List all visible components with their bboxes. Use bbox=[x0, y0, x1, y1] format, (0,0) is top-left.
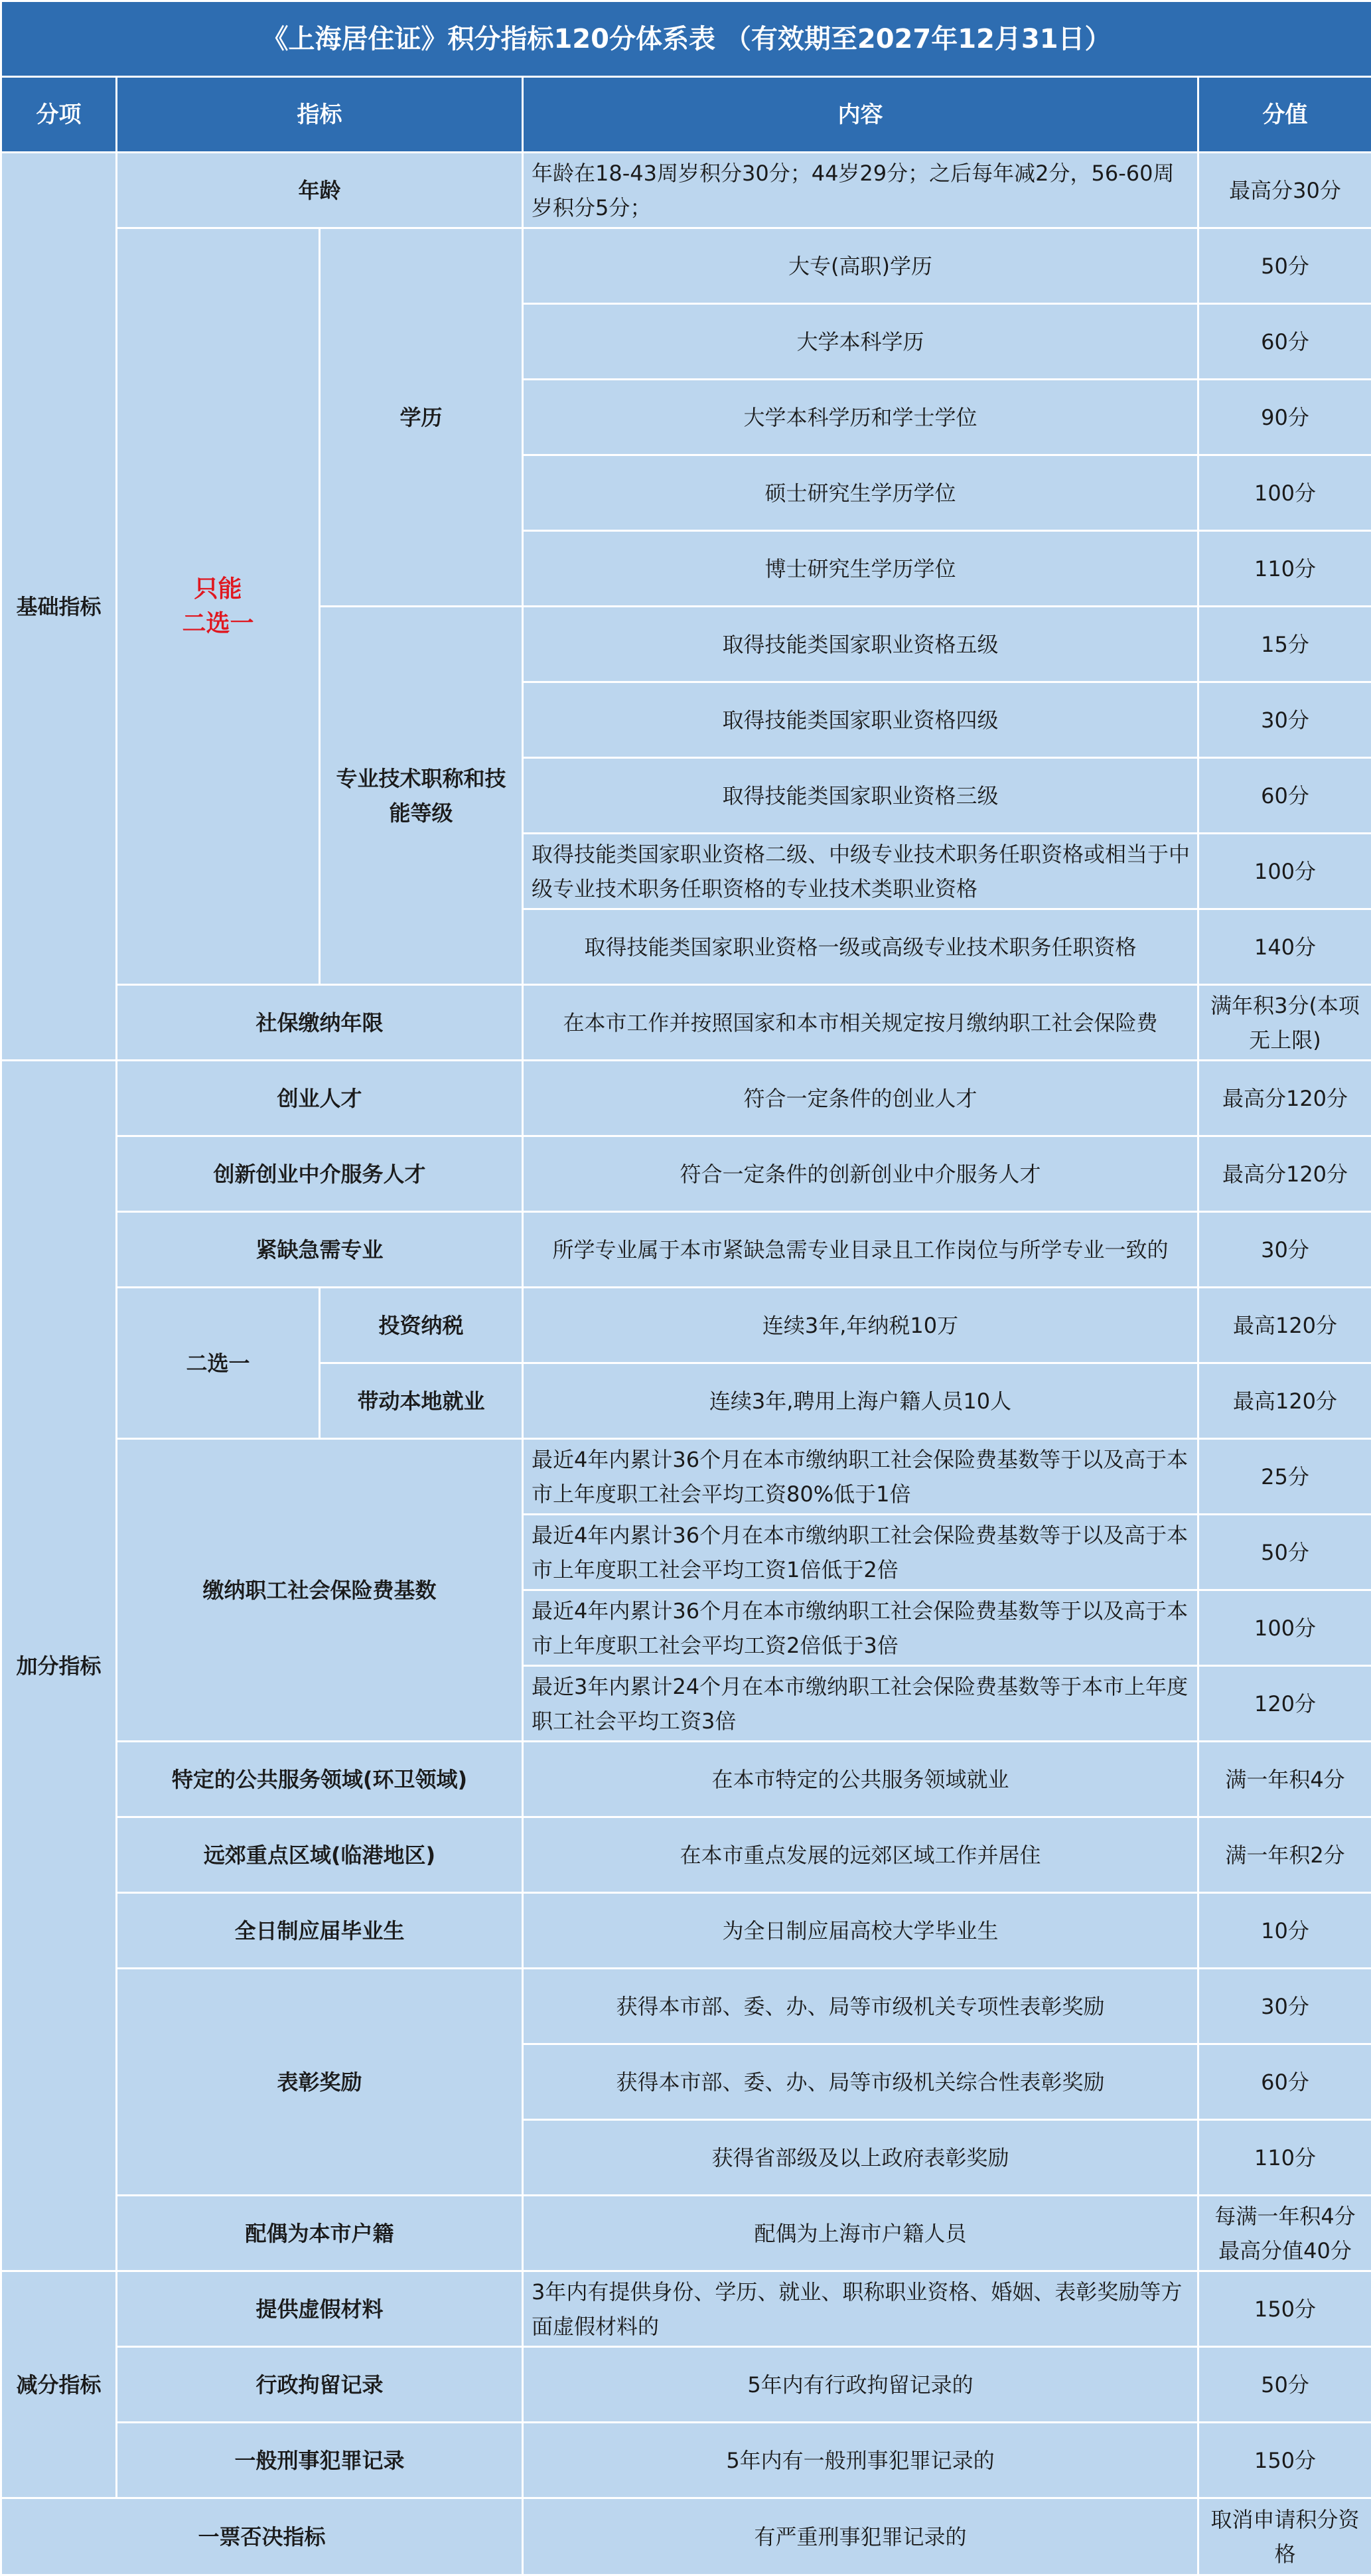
content-award-1: 获得本市部、委、办、局等市级机关专项性表彰奖励 bbox=[523, 1969, 1198, 2044]
indicator-graduate: 全日制应届毕业生 bbox=[117, 1893, 523, 1969]
score-skill-2: 30分 bbox=[1198, 682, 1371, 758]
score-criminal: 150分 bbox=[1198, 2423, 1371, 2498]
choose-one-line1: 只能 bbox=[123, 572, 313, 607]
content-skill-2: 取得技能类国家职业资格四级 bbox=[523, 682, 1198, 758]
indicator-invest: 投资纳税 bbox=[320, 1288, 523, 1363]
indicator-age: 年龄 bbox=[117, 153, 523, 228]
content-spouse: 配偶为上海市户籍人员 bbox=[523, 2196, 1198, 2271]
content-insurance-2: 最近4年内累计36个月在本市缴纳职工社会保险费基数等于以及高于本市上年度职工社会平均工资1倍低于2倍 bbox=[523, 1515, 1198, 1590]
choose-one-note bbox=[117, 228, 320, 985]
score-award-1: 30分 bbox=[1198, 1969, 1371, 2044]
content-detention: 5年内有行政拘留记录的 bbox=[523, 2347, 1198, 2423]
content-veto: 有严重刑事犯罪记录的 bbox=[523, 2498, 1198, 2575]
score-insurance-3: 100分 bbox=[1198, 1590, 1371, 1666]
indicator-suburb: 远郊重点区域(临港地区) bbox=[117, 1817, 523, 1893]
category-deduct: 减分指标 bbox=[1, 2271, 117, 2498]
content-award-2: 获得本市部、委、办、局等市级机关综合性表彰奖励 bbox=[523, 2044, 1198, 2120]
score-insurance-1: 25分 bbox=[1198, 1439, 1371, 1515]
score-age: 最高分30分 bbox=[1198, 153, 1371, 228]
indicator-spouse: 配偶为本市户籍 bbox=[117, 2196, 523, 2271]
content-insurance-4: 最近3年内累计24个月在本市缴纳职工社会保险费基数等于本市上年度职工社会平均工资3倍 bbox=[523, 1666, 1198, 1742]
score-spouse bbox=[1198, 2196, 1371, 2271]
content-public-service: 在本市特定的公共服务领域就业 bbox=[523, 1742, 1198, 1817]
content-shortage: 所学专业属于本市紧缺急需专业目录且工作岗位与所学专业一致的 bbox=[523, 1212, 1198, 1288]
header-content: 内容 bbox=[523, 77, 1198, 153]
score-skill-5: 140分 bbox=[1198, 909, 1371, 985]
category-bonus: 加分指标 bbox=[1, 1061, 117, 2271]
content-skill-1: 取得技能类国家职业资格五级 bbox=[523, 607, 1198, 682]
content-social: 在本市工作并按照国家和本市相关规定按月缴纳职工社会保险费 bbox=[523, 985, 1198, 1061]
indicator-award: 表彰奖励 bbox=[117, 1969, 523, 2196]
score-skill-1: 15分 bbox=[1198, 607, 1371, 682]
content-employ: 连续3年,聘用上海户籍人员10人 bbox=[523, 1363, 1198, 1439]
indicator-education: 学历 bbox=[320, 228, 523, 607]
content-education-4: 硕士研究生学历学位 bbox=[523, 455, 1198, 531]
indicator-employ: 带动本地就业 bbox=[320, 1363, 523, 1439]
header-score: 分值 bbox=[1198, 77, 1371, 153]
score-education-1: 50分 bbox=[1198, 228, 1371, 304]
indicator-false-material: 提供虚假材料 bbox=[117, 2271, 523, 2347]
category-basic: 基础指标 bbox=[1, 153, 117, 1061]
score-invest: 最高120分 bbox=[1198, 1288, 1371, 1363]
score-intermediary: 最高分120分 bbox=[1198, 1136, 1371, 1212]
content-education-5: 博士研究生学历学位 bbox=[523, 531, 1198, 607]
score-social: 满年积3分(本项无上限) bbox=[1198, 985, 1371, 1061]
header-indicator: 指标 bbox=[117, 77, 523, 153]
score-education-3: 90分 bbox=[1198, 380, 1371, 455]
indicator-skill: 专业技术职称和技能等级 bbox=[320, 607, 523, 985]
content-invest: 连续3年,年纳税10万 bbox=[523, 1288, 1198, 1363]
content-graduate: 为全日制应届高校大学毕业生 bbox=[523, 1893, 1198, 1969]
indicator-veto: 一票否决指标 bbox=[1, 2498, 523, 2575]
content-skill-4: 取得技能类国家职业资格二级、中级专业技术职务任职资格或相当于中级专业技术职务任职资格的专业技术类职业资格 bbox=[523, 834, 1198, 909]
score-entrepreneur: 最高分120分 bbox=[1198, 1061, 1371, 1136]
score-skill-4: 100分 bbox=[1198, 834, 1371, 909]
score-insurance-4: 120分 bbox=[1198, 1666, 1371, 1742]
content-entrepreneur: 符合一定条件的创业人才 bbox=[523, 1061, 1198, 1136]
indicator-intermediary: 创新创业中介服务人才 bbox=[117, 1136, 523, 1212]
score-award-2: 60分 bbox=[1198, 2044, 1371, 2120]
content-insurance-1: 最近4年内累计36个月在本市缴纳职工社会保险费基数等于以及高于本市上年度职工社会平均工资80%低于1倍 bbox=[523, 1439, 1198, 1515]
choose-one-line2: 二选一 bbox=[123, 607, 313, 641]
indicator-criminal: 一般刑事犯罪记录 bbox=[117, 2423, 523, 2498]
content-award-3: 获得省部级及以上政府表彰奖励 bbox=[523, 2120, 1198, 2196]
indicator-social: 社保缴纳年限 bbox=[117, 985, 523, 1061]
score-veto: 取消申请积分资格 bbox=[1198, 2498, 1371, 2575]
indicator-detention: 行政拘留记录 bbox=[117, 2347, 523, 2423]
content-age: 年龄在18-43周岁积分30分；44岁29分；之后每年减2分，56-60周岁积分5分； bbox=[523, 153, 1198, 228]
content-education-1: 大专(高职)学历 bbox=[523, 228, 1198, 304]
content-skill-5: 取得技能类国家职业资格一级或高级专业技术职务任职资格 bbox=[523, 909, 1198, 985]
score-education-5: 110分 bbox=[1198, 531, 1371, 607]
header-category: 分项 bbox=[1, 77, 117, 153]
score-false-material: 150分 bbox=[1198, 2271, 1371, 2347]
content-skill-3: 取得技能类国家职业资格三级 bbox=[523, 758, 1198, 834]
score-shortage: 30分 bbox=[1198, 1212, 1371, 1288]
score-detention: 50分 bbox=[1198, 2347, 1371, 2423]
score-spouse-line2: 最高分值40分 bbox=[1204, 2234, 1366, 2268]
indicator-entrepreneur: 创业人才 bbox=[117, 1061, 523, 1136]
score-spouse-line1: 每满一年积4分 bbox=[1204, 2199, 1366, 2234]
content-education-3: 大学本科学历和学士学位 bbox=[523, 380, 1198, 455]
content-education-2: 大学本科学历 bbox=[523, 304, 1198, 380]
score-public-service: 满一年积4分 bbox=[1198, 1742, 1371, 1817]
content-suburb: 在本市重点发展的远郊区域工作并居住 bbox=[523, 1817, 1198, 1893]
indicator-shortage: 紧缺急需专业 bbox=[117, 1212, 523, 1288]
score-suburb: 满一年积2分 bbox=[1198, 1817, 1371, 1893]
score-award-3: 110分 bbox=[1198, 2120, 1371, 2196]
content-criminal: 5年内有一般刑事犯罪记录的 bbox=[523, 2423, 1198, 2498]
indicator-public-service: 特定的公共服务领域(环卫领域) bbox=[117, 1742, 523, 1817]
score-skill-3: 60分 bbox=[1198, 758, 1371, 834]
content-intermediary: 符合一定条件的创新创业中介服务人才 bbox=[523, 1136, 1198, 1212]
score-employ: 最高120分 bbox=[1198, 1363, 1371, 1439]
choose-one-bonus: 二选一 bbox=[117, 1288, 320, 1439]
score-education-2: 60分 bbox=[1198, 304, 1371, 380]
score-insurance-2: 50分 bbox=[1198, 1515, 1371, 1590]
table-title: 《上海居住证》积分指标120分体系表 （有效期至2027年12月31日） bbox=[1, 1, 1371, 77]
score-graduate: 10分 bbox=[1198, 1893, 1371, 1969]
content-insurance-3: 最近4年内累计36个月在本市缴纳职工社会保险费基数等于以及高于本市上年度职工社会平均工资2倍低于3倍 bbox=[523, 1590, 1198, 1666]
score-education-4: 100分 bbox=[1198, 455, 1371, 531]
content-false-material: 3年内有提供身份、学历、就业、职称职业资格、婚姻、表彰奖励等方面虚假材料的 bbox=[523, 2271, 1198, 2347]
indicator-insurance-base: 缴纳职工社会保险费基数 bbox=[117, 1439, 523, 1742]
